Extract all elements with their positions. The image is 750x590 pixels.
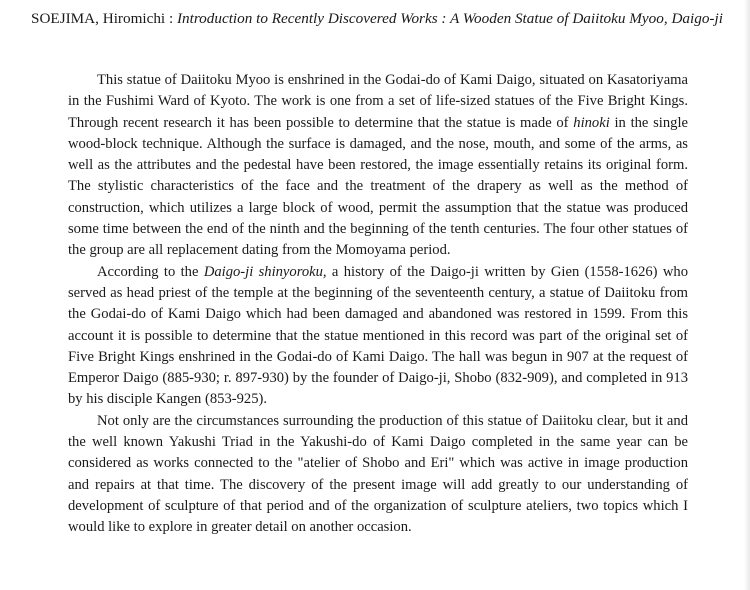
author-name: SOEJIMA, Hiromichi : (31, 10, 177, 27)
page-edge-shadow (744, 0, 750, 590)
paragraph-text: in the single wood-block technique. Although the surface is damaged, and the nose, mouth, and some of the arms, as well as the attributes and the pedestal have been restored, the image essentially retains its original form. The stylistic characteristics of the face and the treatment of the drapery as well as the method of construction, which utilizes a large block of wood, permit the assumption that the statue was produced some time between the end of the ninth and the beginning of the tenth centuries. The four other statues of the group are all replacement dating from the Momoyama period. (68, 114, 688, 259)
paragraph-text: Not only are the circumstances surrounding the production of this statue of Daiitoku clear, but it and the well known Yakushi Triad in the Yakushi-do of Kami Daigo completed in the same year can be considered as works connected to the "atelier of Shobo and Eri" which was active in image production and repairs at that time. The discovery of the present image will add greatly to our understanding of development of sculpture of that period and of the organization of sculpture ateliers, two topics which I would like to explore in greater detail on another occasion. (68, 412, 688, 536)
paragraph-3 (68, 411, 688, 539)
paragraph-text: According to the (97, 263, 204, 280)
italic-term: Daigo-ji shinyoroku, (203, 263, 327, 280)
paragraph-text: This statue of Daiitoku Myoo is enshrined in the Godai-do of Kami Daigo, situated on Kasatoriyama in the Fushimi Ward of Kyoto. The work is one from a set of life-sized statues of the Five Bright Kings. Through recent research it has been possible to determine that the statue is made of (68, 72, 688, 131)
paragraph-text: a history of the Daigo-ji written by Gien (1558-1626) who served as head priest of the temple at the beginning of the seventeenth century, a statue of Daiitoku from the Godai-do of Kami Daigo which had been damaged and abandoned was restored in 1599. From this account it is possible to determine that the statue mentioned in this record was part of the original set of Five Bright Kings enshrined in the Godai-do of Kami Daigo. The hall was begun in 907 at the request of Emperor Daigo (885-930; r. 897-930) by the founder of Daigo-ji, Shobo (832-909), and completed in 913 by his disciple Kangen (853-925). (68, 263, 689, 408)
article-header (31, 8, 743, 30)
paragraph-1 (68, 70, 688, 262)
article-title: Introduction to Recently Discovered Works : A Wooden Statue of Daiitoku Myoo, Daigo-ji (176, 10, 723, 27)
italic-term: hinoki (573, 114, 610, 131)
paragraph-2 (68, 262, 688, 411)
article-body (68, 70, 688, 539)
